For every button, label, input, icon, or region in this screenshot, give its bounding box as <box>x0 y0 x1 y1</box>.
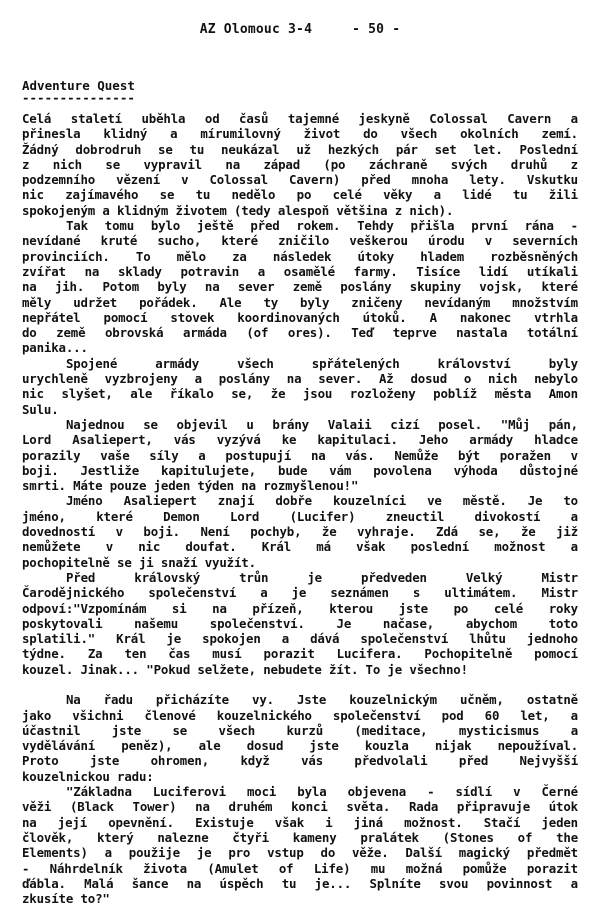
text-line: jméno, které Demon Lord (Lucifer) zneuctil divokostí a <box>22 508 578 524</box>
text-line: Jméno Asaliepert znají dobře kouzelníci ve městě. Je to <box>66 493 578 509</box>
text-line: z nich se vypravil na západ (po záchraně svých druhů z <box>22 156 578 172</box>
text-line: přinesla klidný a mírumilovný život do všech okolních zemí. <box>22 126 578 142</box>
header-source: AZ Olomouc 3-4 <box>199 22 313 37</box>
header-page-number: - 50 - <box>352 22 401 37</box>
text-line: panika... <box>22 340 88 356</box>
text-line: týdne. Za ten čas musí porazit Lucifera. Pochopitelně pomocí <box>22 646 578 662</box>
text-line: odpoví:"Vzpomínám si na přízeň, kterou jste po celé roky <box>22 600 578 616</box>
title-underline: --------------- <box>22 90 135 105</box>
text-line <box>22 677 578 692</box>
text-line: na její opevnění. Existuje však i jiná možnost. Stačí jeden <box>22 814 578 830</box>
text-line: Čarodějnického společenství a je seznámen s ultimátem. Mistr <box>22 585 578 601</box>
text-line: Elements) a použije je pro vstup do věže. Další magický předmět <box>22 845 578 861</box>
text-line: smrti. Máte pouze jeden týden na rozmyšlenou!" <box>22 478 359 494</box>
page-header <box>0 22 600 37</box>
text-line: "Základna Luciferovi moci byla objevena - sídlí v Černé <box>66 784 578 800</box>
text-line: zkusíte to?" <box>22 891 110 906</box>
text-line: - Náhrdelník života (Amulet of Life) mu možná pomůže porazit <box>22 860 578 876</box>
text-line: Žádný dobrodruh se tu neukázal už hezkých pár set let. Poslední <box>22 141 578 157</box>
text-line: Sulu. <box>22 401 59 417</box>
article-body <box>22 111 578 906</box>
text-line: vydělávání peněz), ale dosud jste kouzla nijak nepoužíval. <box>22 738 578 754</box>
text-line: boji. Jestliže kapitulujete, bude vám povolena výhoda důstojné <box>22 462 578 478</box>
text-line: Celá staletí uběhla od časů tajemné jeskyně Colossal Cavern a <box>22 111 578 126</box>
text-line: jako všichni členové kouzelnického společenství pod 60 let, a <box>22 707 578 723</box>
text-line: dovedností v boji. Není pochyb, že vyhraje. Zdá se, že již <box>22 524 578 540</box>
text-line: nic zajímavého se tu nedělo po celé věky a lidé tu žili <box>22 187 578 203</box>
text-line: pochopitelně se ji snaží využít. <box>22 554 256 570</box>
text-line: účastnil jste se všech kurzů (meditace, mysticismus a <box>22 722 578 738</box>
text-line: člověk, který nalezne čtyři kameny pralátek (Stones of the <box>22 829 578 845</box>
text-line: Najednou se objevil u brány Valaii cizí posel. "Můj pán, <box>66 416 578 432</box>
text-line: spokojeným a klidným životem (tedy alespoň většina z nich). <box>22 202 454 218</box>
text-line: do země obrovská armáda (of ores). Teď teprve nastala totální <box>22 325 578 341</box>
text-line: nic slyšet, ale říkalo se, že jsou rozloženy poblíž města Amon <box>22 386 578 402</box>
text-line: zvířat na sklady potravin a osamělé farmy. Tisíce lidí utíkali <box>22 263 578 279</box>
text-line: podzemního vězení v Colossal Cavern) před mnoha lety. Vskutku <box>22 172 578 188</box>
text-line: Lord Asaliepert, vás vyzývá ke kapitulaci. Jeho armády hladce <box>22 432 578 448</box>
text-line: věži (Black Tower) na druhém konci světa. Rada připravuje útok <box>22 799 578 815</box>
text-line: na jih. Potom byly na sever země poslány skupiny vojsk, které <box>22 279 578 295</box>
text-line: provinciích. To mělo za následek útoky hladem rozběsněných <box>22 248 578 264</box>
text-line: Spojené armády všech spřátelených království byly <box>66 355 578 371</box>
text-line: nemůžete v nic doufat. Král má však poslední možnost a <box>22 539 578 555</box>
text-line: poskytovali našemu společenství. Je načase, abychom toto <box>22 615 578 631</box>
article-title: Adventure Quest <box>22 78 135 93</box>
text-line: porazily vaše síly a postupují na vás. Nemůže být poražen v <box>22 447 578 463</box>
text-line: ďábla. Malá šance na úspěch tu je... Splníte svou povinnost a <box>22 875 578 891</box>
text-line: měly udržet pořádek. Ale ty byly zničeny nevídaným množstvím <box>22 294 578 310</box>
text-line: nepřátel pomocí stovek koordinovaných útoků. A nakonec vtrhla <box>22 309 578 325</box>
text-line: nevídané kruté sucho, které zničilo veškerou úrodu v severních <box>22 233 578 249</box>
article-title-block <box>22 78 135 103</box>
text-line: urychleně vyzbrojeny a poslány na sever. Až dosud o nich nebylo <box>22 371 578 387</box>
text-line: splatili." Král je spokojen a dává společenství lhůtu jednoho <box>22 631 578 647</box>
text-line: Proto jste ohromen, když vás předvolali před Nejvyšší <box>22 753 578 769</box>
text-line: Na řadu přicházíte vy. Jste kouzelnickým učněm, ostatně <box>66 692 578 708</box>
text-line: kouzelnickou radu: <box>22 768 154 784</box>
text-line: Před královský trůn je předveden Velký Mistr <box>66 569 578 585</box>
text-line: kouzel. Jinak... "Pokud selžete, nebudete žít. To je všechno! <box>22 661 468 677</box>
text-line: Tak tomu bylo ještě před rokem. Tehdy přišla první rána - <box>66 218 578 234</box>
